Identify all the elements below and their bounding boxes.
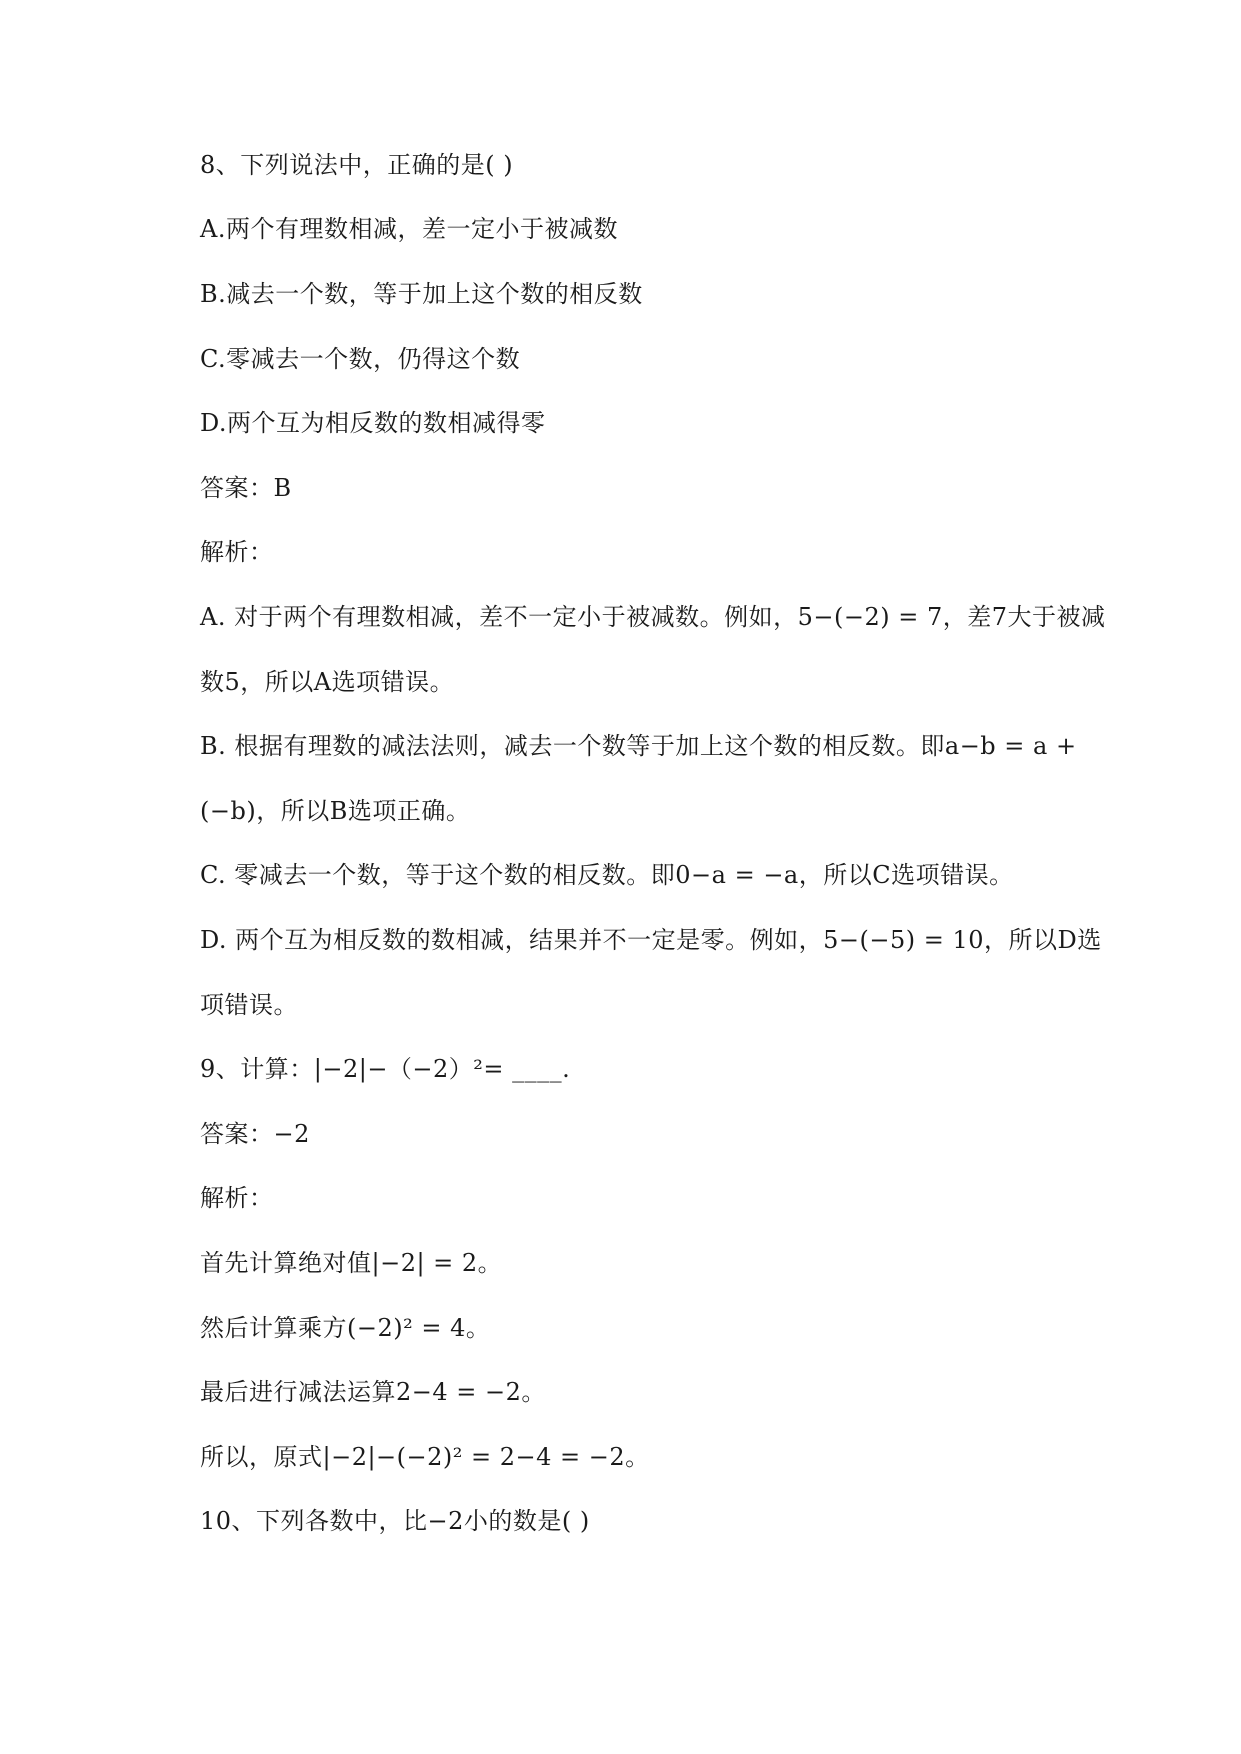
analysis-b-line-2: (−b)，所以B选项正确。 xyxy=(200,797,471,825)
analysis-a-line-2: 数5，所以A选项错误。 xyxy=(200,668,455,696)
analysis-c-line: C. 零减去一个数，等于这个数的相反数。即0−a = −a，所以C选项错误。 xyxy=(200,861,1014,889)
analysis-step-2: 然后计算乘方(−2)² = 4。 xyxy=(200,1314,491,1342)
question-8-option-c: C.零减去一个数，仍得这个数 xyxy=(200,345,521,373)
analysis-conclusion: 所以，原式|−2|−(−2)² = 2−4 = −2。 xyxy=(200,1443,650,1471)
question-8-stem: 8、下列说法中，正确的是( ) xyxy=(200,151,514,179)
analysis-step-3: 最后进行减法运算2−4 = −2。 xyxy=(200,1378,546,1406)
question-8-option-d: D.两个互为相反数的数相减得零 xyxy=(200,409,546,437)
question-9-analysis-heading: 解析： xyxy=(200,1184,274,1212)
analysis-d-line-1: D. 两个互为相反数的数相减，结果并不一定是零。例如，5−(−5) = 10，所以D选 xyxy=(200,926,1102,954)
question-8-answer: 答案：B xyxy=(200,474,292,502)
analysis-d-line-2: 项错误。 xyxy=(200,991,298,1019)
question-8-option-a: A.两个有理数相减，差一定小于被减数 xyxy=(200,215,618,243)
question-9-answer: 答案：−2 xyxy=(200,1120,310,1148)
question-9-stem: 9、计算：|−2|−（−2）²= ____. xyxy=(200,1055,571,1083)
analysis-b-line-1: B. 根据有理数的减法法则，减去一个数等于加上这个数的相反数。即a−b = a + xyxy=(200,732,1077,760)
analysis-step-1: 首先计算绝对值|−2| = 2。 xyxy=(200,1249,503,1277)
analysis-a-line-1: A. 对于两个有理数相减，差不一定小于被减数。例如，5−(−2) = 7，差7大于被减 xyxy=(200,603,1106,631)
question-8-analysis-heading: 解析： xyxy=(200,538,274,566)
question-8-option-b: B.减去一个数，等于加上这个数的相反数 xyxy=(200,280,643,308)
question-10-stem: 10、下列各数中，比−2小的数是( ) xyxy=(200,1507,590,1535)
